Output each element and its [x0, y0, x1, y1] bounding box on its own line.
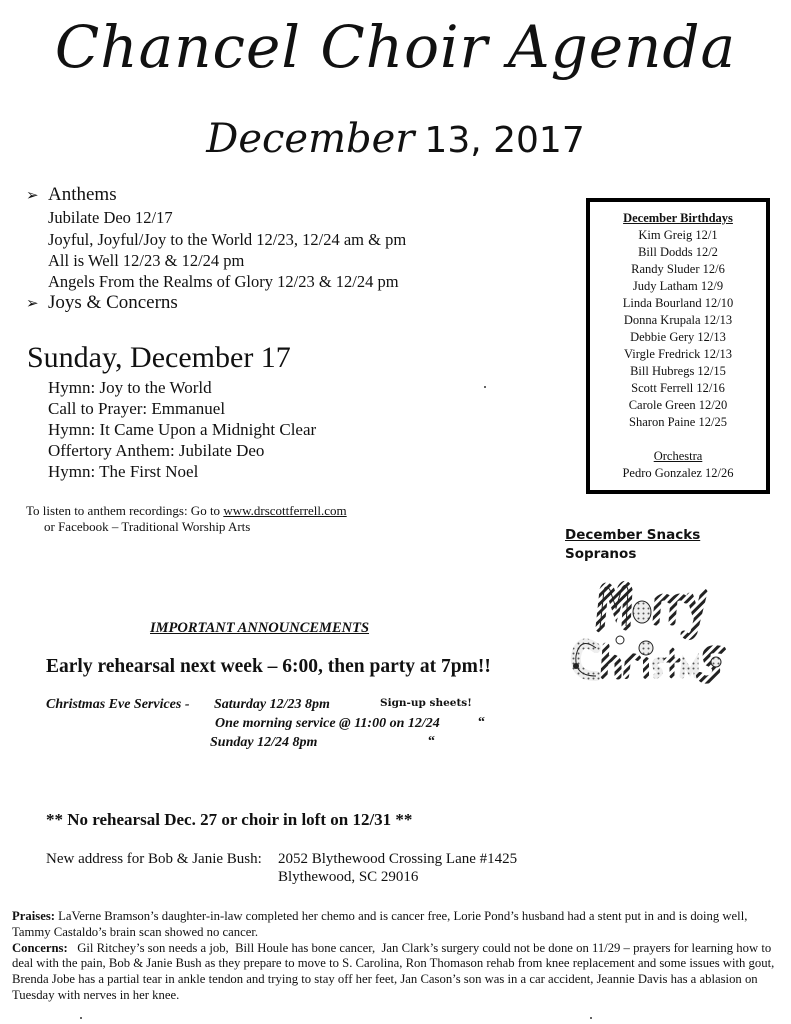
address-line-2: Blythewood, SC 29016	[278, 869, 419, 885]
concerns-text: Gil Ritchey’s son needs a job, Bill Houle has bone cancer, Jan Clark’s surgery could not be done on 11/29 – prayers for learning how to deal with the pain, Bob & Janie Bush as they prepare to move to S. Carolina, Ron Thomason rehab from knee replacement and some issues with gout, Brenda Jobe has a partial tear in ankle tendon and trying to stay off her feet, Jan Cason’s son was in a car accident, Jeannie Davis has a ablasion on Tuesday with nerves in her knee.	[12, 940, 778, 1002]
service-time: Saturday 12/23 8pm	[214, 697, 330, 712]
address-label: New address for Bob & Janie Bush:	[46, 851, 262, 867]
no-rehearsal-notice: ** No rehearsal Dec. 27 or choir in loft on 12/31 **	[46, 810, 413, 829]
birthday-entry: Randy Sluder 12/6	[631, 262, 725, 276]
signup-note: Sign-up sheets!	[380, 697, 472, 709]
orchestra-entry: Pedro Gonzalez 12/26	[622, 466, 734, 480]
anthem-item: All is Well 12/23 & 12/24 pm	[48, 251, 245, 270]
section-label: Joys & Concerns	[48, 292, 178, 313]
service-time: Sunday 12/24 8pm	[210, 735, 318, 750]
announcements-heading: IMPORTANT ANNOUNCEMENTS	[150, 620, 370, 636]
christmas-eve-label: Christmas Eve Services -	[46, 697, 190, 712]
anthem-item: Joyful, Joyful/Joy to the World 12/23, 12/24 am & pm	[48, 230, 407, 249]
service-order-item: Offertory Anthem: Jubilate Deo	[48, 441, 265, 460]
birthday-entry: Carole Green 12/20	[628, 398, 728, 412]
birthday-entry: Sharon Paine 12/25	[629, 415, 727, 429]
birthday-entry: Kim Greig 12/1	[638, 228, 718, 242]
anthem-item: Jubilate Deo 12/17	[48, 208, 173, 227]
concerns-label: Concerns:	[12, 940, 68, 955]
ditto-mark: “	[478, 715, 485, 730]
ditto-mark: “	[428, 734, 435, 749]
agenda-date	[0, 114, 791, 166]
praises-text: LaVerne Bramson’s daughter-in-law completed her chemo and is cancer free, Lorie Pond’s husband had a stent put in and is doing well, Tammy Castaldo’s brain scan showed no cancer.	[12, 909, 748, 939]
birthdays-box	[586, 198, 770, 494]
scan-speck	[484, 386, 486, 388]
section-anthems	[26, 184, 117, 206]
service-order-item: Hymn: Joy to the World	[48, 378, 212, 397]
birthday-entry: Bill Hubregs 12/15	[630, 364, 726, 378]
birthdays-heading: December Birthdays	[623, 211, 733, 225]
anthem-item: Angels From the Realms of Glory 12/23 & 12/24 pm	[48, 272, 399, 291]
birthday-entry: Bill Dodds 12/2	[638, 245, 718, 259]
arrow-bullet-icon: ➢	[26, 294, 39, 312]
praises-label: Praises:	[12, 909, 55, 923]
scan-speck	[590, 1017, 592, 1019]
page-title: Chancel Choir Agenda	[54, 13, 737, 81]
merry-christmas-illustration	[566, 576, 728, 684]
service-order-item: Hymn: The First Noel	[48, 462, 199, 481]
website-link[interactable]: www.drscottferrell.com	[223, 503, 347, 518]
address-line-1: 2052 Blythewood Crossing Lane #1425	[278, 851, 518, 867]
birthday-entry: Linda Bourland 12/10	[622, 296, 734, 310]
praises-concerns	[12, 909, 782, 1004]
agenda-date-day-year: 13, 2017	[424, 120, 585, 161]
listen-facebook: or Facebook – Traditional Worship Arts	[44, 519, 251, 534]
service-order-item: Hymn: It Came Upon a Midnight Clear	[48, 420, 317, 439]
scan-speck	[80, 1017, 82, 1019]
birthday-entry: Scott Ferrell 12/16	[631, 381, 725, 395]
birthday-entry: Virgle Fredrick 12/13	[623, 347, 733, 361]
birthday-entry: Donna Krupala 12/13	[623, 313, 733, 327]
service-order-item: Call to Prayer: Emmanuel	[48, 399, 226, 418]
listen-prefix: To listen to anthem recordings: Go to	[26, 503, 224, 518]
early-rehearsal-notice: Early rehearsal next week – 6:00, then party at 7pm!!	[46, 656, 491, 677]
sunday-heading: Sunday, December 17	[27, 341, 291, 374]
section-label: Anthems	[48, 184, 117, 205]
listen-note	[26, 503, 347, 519]
orchestra-heading: Orchestra	[653, 449, 703, 463]
birthday-entry: Judy Latham 12/9	[632, 279, 724, 293]
agenda-date-month: December	[206, 116, 415, 162]
birthday-entry: Debbie Gery 12/13	[630, 330, 726, 344]
section-joys-concerns	[26, 292, 178, 314]
service-time: One morning service @ 11:00 on 12/24	[215, 716, 440, 731]
arrow-bullet-icon: ➢	[26, 186, 39, 204]
snacks-heading: December Snacks	[565, 527, 701, 543]
merry-christmas-art-icon	[566, 576, 728, 684]
snacks-group: Sopranos	[565, 546, 637, 562]
